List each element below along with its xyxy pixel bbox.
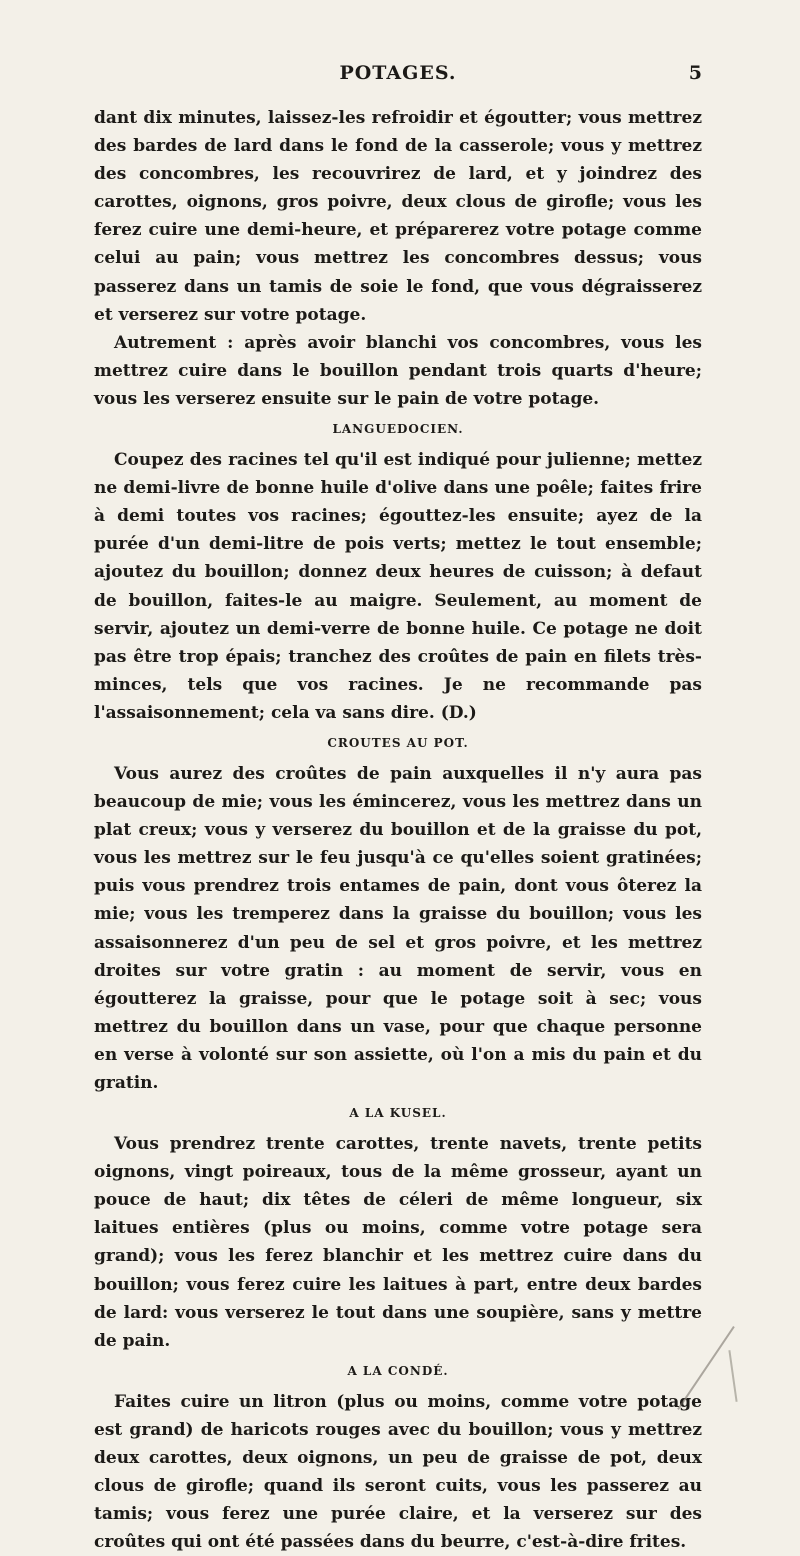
section-concombres — [94, 104, 702, 413]
paragraph-croutes-au-pot: Vous aurez des croûtes de pain auxquelles il n'y aura pas beaucoup de mie; vous les émincerez, vous les mettrez dans un plat creux; vous y verserez du bouillon et de la graisse du pot, vous les mettrez sur le feu jusqu'à ce qu'elles soient gratinées; puis vous prendrez trois entames de pain, dont vous ôterez la mie; vous les tremperez dans la graisse du bouillon; vous les assaisonnerez d'un peu de sel et gros poivre, et les mettrez droites sur votre gratin : au moment de servir, vous en égoutterez la graisse, pour que le potage soit à sec; vous mettrez du bouillon dans un vase, pour que chaque personne en verse à volonté sur son assiette, où l'on a mis du pain et du gratin. — [94, 763, 702, 1093]
paragraph-languedocien: Coupez des racines tel qu'il est indiqué pour julienne; mettez ne demi-livre de bonne huile d'olive dans une poêle; faites frire à demi toutes vos racines; égouttez-les ensuite; ayez de la purée d'un demi-litre de pois verts; mettez le tout ensemble; ajoutez du bouillon; donnez deux heures de cuisson; à defaut de bouillon, faites-le au maigre. Seulement, au moment de servir, ajoutez un demi-verre de bonne huile. Ce potage ne doit pas être trop épais; tranchez des croûtes de pain en filets très-minces, tels que vos racines. Je ne recommande pas l'assaisonnement; cela va sans dire. (D.) — [94, 450, 702, 723]
paragraph-concombres-continued: dant dix minutes, laissez-les refroidir et égoutter; vous mettrez des bardes de lard dans le fond de la casserole; vous y mettrez des concombres, les recouvrirez de lard, et y joindrez des carottes, oignons, gros poivre, deux clous de girofle; vous les ferez cuire une demi-heure, et préparerez votre potage comme celui au pain; vous mettrez les concombres dessus; vous passerez dans un tamis de soie le fond, que vous dégraisserez et verserez sur votre potage. — [94, 108, 702, 325]
section-a-la-conde — [94, 1359, 702, 1556]
paragraph-a-la-kusel: Vous prendrez trente carottes, trente navets, trente petits oignons, vingt poireaux, tous de la même grosseur, ayant un pouce de haut; dix têtes de céleri de même longueur, six laitues entières (plus ou moins, comme votre potage sera grand); vous les ferez blanchir et les mettrez cuire dans du bouillon; vous ferez cuire les laitues à part, entre deux bardes de lard: vous verserez le tout dans une soupière, sans y mettre de pain. — [94, 1134, 702, 1351]
paragraph-a-la-conde: Faites cuire un litron (plus ou moins, comme votre potage est grand) de haricots rouges avec du bouillon; vous y mettrez deux carottes, deux oignons, un peu de graisse de pot, deux clous de girofle; quand ils seront cuits, vous les passerez au tamis; vous ferez une purée claire, et la verserez sur des croûtes qui ont été passées dans du beurre, c'est-à-dire frites. — [94, 1391, 702, 1553]
recipe-heading-languedocien: LANGUEDOCIEN. — [332, 422, 464, 437]
page-number: 5 — [688, 62, 702, 84]
section-croutes-au-pot — [94, 731, 702, 1097]
paragraph-autrement: Autrement : après avoir blanchi vos concombres, vous les mettrez cuire dans le bouillon pendant trois quarts d'heure; vous les verserez ensuite sur le pain de votre potage. — [94, 332, 702, 409]
recipe-heading-a-la-kusel: A LA KUSEL. — [349, 1106, 447, 1121]
section-a-la-kusel — [94, 1101, 702, 1355]
recipe-heading-croutes-au-pot: CROUTES AU POT. — [327, 735, 469, 750]
book-page — [94, 58, 702, 1556]
running-head — [94, 58, 702, 88]
page-corner-mark-tail — [728, 1350, 737, 1402]
running-title: POTAGES. — [339, 62, 457, 84]
section-languedocien — [94, 417, 702, 727]
recipe-heading-a-la-conde: A LA CONDÉ. — [347, 1363, 449, 1378]
